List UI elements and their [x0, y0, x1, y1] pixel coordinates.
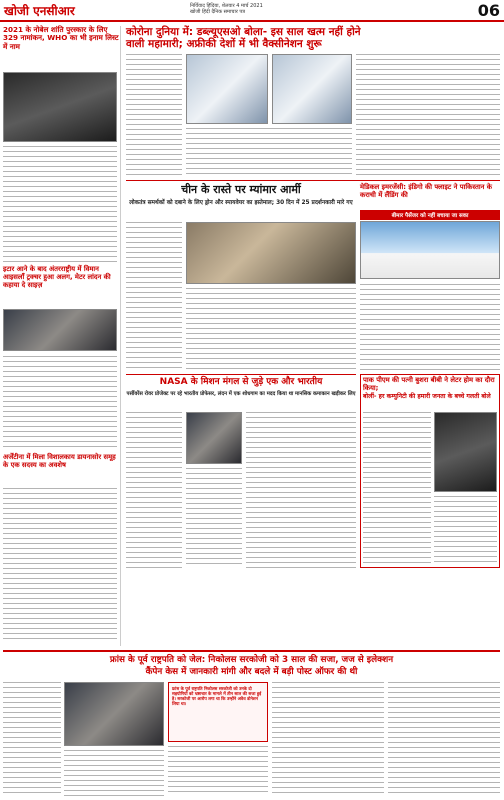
nasa-headline: NASA के मिशन मंगल से जुड़े एक और भारतीय [159, 377, 323, 387]
france-body-col3 [168, 746, 268, 796]
lead-body-mid [186, 128, 352, 176]
myanmar-body-col1 [126, 222, 182, 370]
page-number: 06 [477, 1, 500, 20]
nobel-headline: 2021 के नोबेल शांति पुरस्कार के लिए 329 नामांकन, WHO का भी इनाम लिस्ट में नाम [3, 25, 119, 51]
lead-photo-vaccine [272, 54, 352, 124]
pak-body-col2 [434, 496, 497, 564]
pak-photo-bushra [434, 412, 497, 492]
france-body-col4 [272, 682, 384, 796]
nobel-body-text [3, 146, 117, 262]
myanmar-body-col2 [186, 288, 356, 370]
masthead [0, 0, 504, 22]
lead-headline-line1: कोरोना दुनिया में: डब्ल्यूएसओ बोला- इस साल खत्म नहीं होने [126, 26, 361, 38]
france-rule [3, 650, 500, 652]
lead-story [126, 26, 500, 50]
dinosaur-headline: अर्जेंटीना में मिला विशालकाय डायनासोर समूह के एक सदस्य का अवशेष [3, 453, 116, 469]
myanmar-deck: लोकतंत्र समर्थकों को दबाने के लिए ड्रोन और स्पायवेयर का इस्तेमाल; 30 दिन में 25 प्रदर्शनकारी मारे गए [129, 200, 353, 206]
indigo-subhead: बीमार पैसेंजर को नहीं बचाया जा सका [360, 210, 500, 220]
left-column [3, 26, 121, 646]
pak-headline: पाक पीएम की पत्नी बुशरा बीबी ने लेटर होम का दौरा किया; [363, 376, 495, 392]
pak-body-col1 [363, 412, 431, 564]
sarkozy-photo [64, 682, 164, 746]
france-body-col1 [3, 682, 61, 796]
iceland-headline: इटार आने के बाद अंतरराष्ट्रीय में विमान आइसलाँ ट्रक्चर हुआ अलग, मेटर लांदन की कहाया दे साइज़ [3, 265, 111, 289]
nasa-rule [126, 374, 356, 375]
myanmar-headline: चीन के रास्ते पर म्यांमार आर्मी [181, 183, 301, 196]
lead-body-col1 [126, 54, 182, 176]
nobel-photo [3, 72, 117, 142]
indigo-plane-photo [360, 221, 500, 279]
france-body-col5 [388, 682, 500, 796]
france-body-col2 [64, 750, 164, 796]
nasa-deck: पर्सीवरेंस रोवर प्रोजेक्ट पर रहे भारतीय प्रोफेसर, लंदन में एक शोधगाम का मदद किया था मानसिक कमाकान खड़ीकर लिए [126, 391, 356, 397]
nasa-photo-professor [186, 412, 242, 464]
brand-logo: खोजी एनसीआर [4, 4, 75, 18]
nasa-body-col3 [246, 412, 356, 568]
france-headline-line1: फ्रांस के पूर्व राष्ट्रपति को जेल: निकोलस सरकोजी को 3 साल की सजा, जज से इलेक्शन [109, 655, 394, 665]
lead-headline-line2: वाली महामारी; अफ्रीकी देशों में भी वैक्सीनेशन शुरू [126, 38, 322, 51]
france-pull-quote-box [168, 682, 268, 742]
nasa-body-col1 [126, 412, 182, 568]
lead-photo-lab [186, 54, 268, 124]
france-headline-line2: कैंपेन केस में जानकारी मांगी और बदले में बड़ी पोस्ट ऑफर की थी [145, 667, 358, 677]
nasa-body-col2 [186, 468, 242, 568]
pak-headline-2: बोलीं- हर कम्युनिटी की हमारी जनता के बच्चे गलती बोले [363, 393, 491, 400]
myanmar-photo [186, 222, 356, 284]
dateline-line1: निर्विवाद हिंदिया, शेलवार 4 मार्च 2021 [190, 3, 263, 9]
lead-body-right [356, 54, 500, 176]
dinosaur-body-text [3, 488, 117, 642]
indigo-body-text [360, 284, 500, 370]
iceland-body-text [3, 356, 117, 450]
dateline [190, 3, 263, 15]
iceland-photo [3, 309, 117, 351]
myanmar-rule [126, 180, 500, 181]
dateline-line2: खोजी हिंदी दैनिक समाचार पत्र [190, 9, 245, 15]
indigo-headline: मेडिकल इमरजेंसी: इंडिगो की फ्लाइट ने पाकिस्तान के कराची में लैंडिंग की [360, 183, 492, 199]
france-pull-quote: फ्रांस के पूर्व राष्ट्रपति निकोलस सरकोजी को उनके दो सहयोगियों को भ्रष्टाचार के मामले में तीन साल की सजा हुई है। सरकोजी पर आरोप लगा था कि उन्होंने अवैध डोनेशन लिया था। [172, 686, 262, 706]
